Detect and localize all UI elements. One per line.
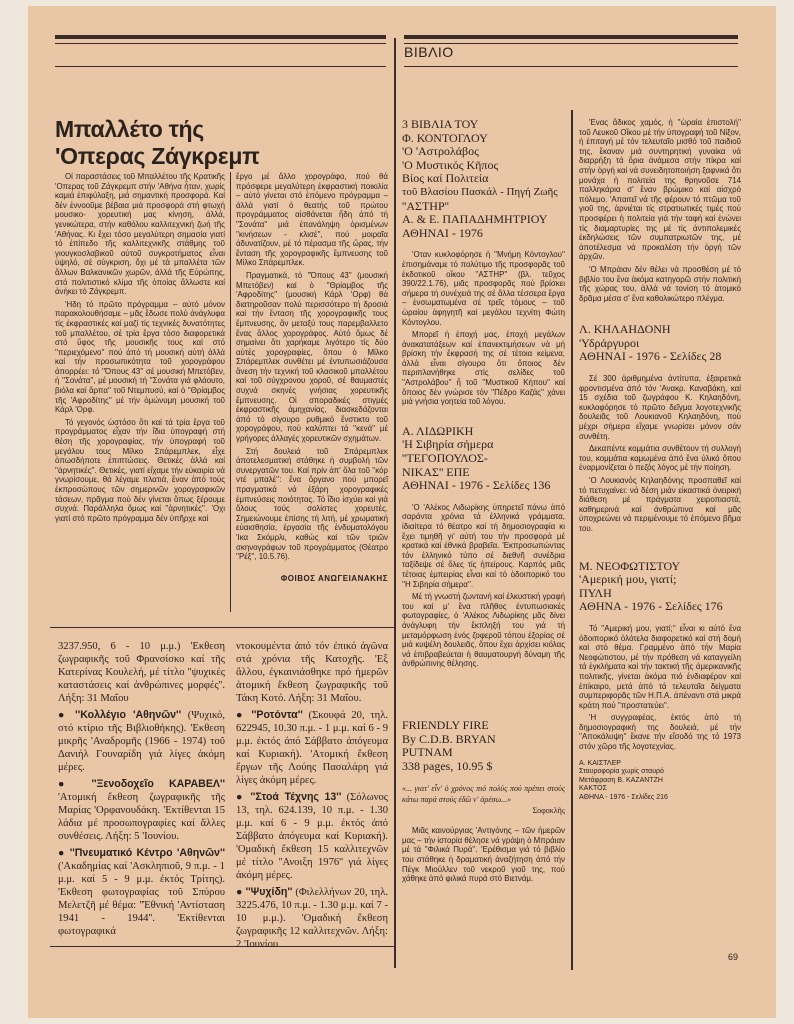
paragraph: Μπορεῖ ἡ ἐποχή μας, ἐποχή μεγάλων ἀνακατατάξεων καί ἐπανεκτιμήσεων νά μή βρίσκη τήν ἔκφρασή της σέ τέτοια κείμενα, ἀλλά εἶναι σίγουρο ὅτι ὅποιος δέν περιπλανήθηκε στίς σελίδες τοῦ ''Αστρολάβου'' ἤ τοῦ ''Μυστικοῦ Κήπου'' καί ὅποιος δέν γνώρισε τόν ''Πέδρο Καζάς'' χάνει μιά γνήσια γοητεία τοῦ λόγου.: [402, 330, 565, 407]
epigraph: «... γιατ' εἶν' ὁ χρόνος πιό πολύς πού πρέπει στούς κάτω παρά στούς ἐδῶ ν' ἀρέσω...» Σοφοκλῆς: [402, 784, 565, 816]
paragraph: Πραγματικά, τό ''Όπους 43'' (μουσική Μπετόβεν) καί ὁ ''Θρίαμβος τῆς 'Αφροδίτης'' (μουσική Κάρλ 'Ορφ) θά διατηροῦσαν πολύ περισσότερο τή δροσιά καί τήν ἔνταση τῆς χορογραφικῆς τους ἔμπνευσης, ἄν μεταξύ τους παρεμβαλλετο ἕνας ἄλλος χορογράφος. Αὐτό ὅμως δέ σημαίνει ὅτι χαρήκαμε λιγότερο τίς δύο αὐτές χορογραφίες, ὅπου ὁ Μίλκο Σπάρεμπλεκ συνθέτει μέ ἐντυπωσιάζουσα ἄνεση τήν τεχνική τοῦ κλασικοῦ μπαλλέτου καί τοῦ σύγχρονου χοροῦ, σέ θαυμαστές συχνά σκηνές γνήσιας χορευτικῆς ἔμπνευσης. Οἱ σποραδικές στιγμές ἐκφραστικῆς ἀμηχανίας, διασκεδάζονται ἀπό τό σίγουρο ρυθμικό ἔνστικτο τοῦ χορογράφου, πού καλύπτει τά ''κενά'' μέ γρήγορες ἀλλαγές χορευτικῶν σχημάτων.: [236, 270, 388, 444]
book-heading-kilaidoni: Λ. ΚΗΛΑΗΔΟΝΗ 'Υδράργυροι ΑΘΗΝΑΙ - 1976 - Σελίδες 28: [579, 322, 722, 364]
paragraph: Μέ τή γνωστή ζωντανή καί ἑλκυστική γραφή του καί μ' ἕνα πλῆθος ἐντυπωσιακές φωτογραφίες, ὁ 'Αλέκος Λιδωρίκης μᾶς δίνει ἀνάγλυφη τήν ἔκπληξή του γιά τή μεταμόρφωση ἑνός ζοφεροῦ τόπου ἐξορίας σέ μιά κυψέλη δουλειᾶς, ὅπου ἔχει ἀρχίσει κιόλας νά ἐπιβραβεύεται ἡ θαυματουργή δύναμη τῆς ἀνθρώπινης θέλησης.: [402, 592, 565, 669]
paragraph: 'Ο 'Αλέκος Λιδωρίκης ὑπηρετεῖ πάνω ἀπό σαράντα χρόνια τά ἑλληνικά γράμματα, ἰδιαίτερα τό θέατρο καί τή δημοσιογραφία κι ἔχει τιμηθῆ γι' αὐτή του τήν προσφορά μέ κρατικά καί ἐθνικά βραβεῖα. 'Εκπροσωπώντας τόν ἑλληνικό τύπο σέ διεθνῆ συνέδρια ταξίδεψε σέ ὅλες τίς ἠπείρους. Καρπός μιᾶς τέτοιας ἐμπειρίας εἶναι καί τό ὁδοιπορικό του ''Η Σιβηρία σήμερα''.: [402, 502, 565, 589]
header-rule: [404, 35, 738, 39]
paragraph: 'Ενας ἄδικος χαμός, ἡ ''ὡραία ἐπιστολή'' τοῦ Λευκοῦ Οἴκου μέ τήν ὑπογραφή τοῦ Νίξον, ἡ ἐπιταγή μέ τόν τελευταῖο μισθό τοῦ παιδιοῦ της, ἔκαναν μιά συντηρητική γυναίκα νά διαρρήξη τά ὅρια ἀνάμεσα στήν πίκρα καί στήν ὀργή καί νά συνειδητοποιήση ξαφνικά ὅτι μονάχα ἡ πολιτεία της θρηνοῦσε 714 παλληκάρια σ' ἕναν βρώμικο καί αἰσχρό πόλεμο. 'Απαιτεῖ νά τῆς φέρουν τό πτῶμα τοῦ γιοῦ της, ἀρνιέται τίς στρατιωτικές τιμές πού προσφέρει ἡ πολιτεία γιά τήν ταφή καί ἑνώνει τίς διαμαρτυρίες της μέ τίς ἀντιπολεμικές ἐκδηλώσεις τῶν συμπατριωτῶν της, μέ ἀποτέλεσμα νά προκαλέση τήν ὀργή τῶν ἀρχῶν.: [579, 118, 741, 262]
book-heading-kontoglou: 3 ΒΙΒΛΙΑ ΤΟΥ Φ. ΚΟΝΤΟΓΛΟΥ 'Ο 'Αστρολάβος 'Ο Μυστικός Κῆπος Βίος καί Πολιτεία τοῦ Βλασίου Πασκάλ - Πηγή Ζωῆς ''ΑΣΤΗΡ'' Α. & Ε. ΠΑΠΑΔΗΜΗΤΡΙΟΥ ΑΘΗΝΑΙ - 1976: [402, 117, 558, 240]
paragraph: Οί παραστάσεις τοῦ Μπαλλέτου τῆς Κρατικῆς 'Οπερας τοῦ Ζάγκρεμπ στήν 'Αθήνα ἦταν, χωρίς καμιά ἐπιφύλαξη, μιά σημαντική προσφορά. Καί δέν ἐννοοῦμε βέβαια μιά προσφορά στή φτωχή μουσικο- χορευτική μας κίνηση, ἀλλά, γενικώτερα, στήν καθόλου καλλιτεχνική ζωή τῆς 'Αθήνας. Κι ἔχει τόσο μεγαλύτερη σημασία γιατί τό ἐπίπεδο τῆς καλλιτεχνικῆς στάθμης τοῦ γιουγκοσλαβικοῦ αὐτοῦ συγκροτήματος εἶναι ὑψηλό, σέ σύγκριση, ὄχι μέ τά μπαλλέτα τῶν ἄλλων Βαλκανικῶν χωρῶν, ἀλλά τῆς Εὐρώπης, στό πολιτιστικό κλίμα τῆς ὁποίας ἄλλωστε καί ἀνήκει τό Ζάγκρεμπ.: [55, 172, 225, 297]
paragraph: 'Ο Μπράιαν δέν θέλει νά προσθέση μέ τό βιβλίο του ἕνα ἀκόμα κατηγορῶ στήν πολιτική τῆς χώρας του, ἀλλά νά τονίση τό ἀτομικό δρᾶμα μέσα σ' ἕνα καθολικώτερο πλέγμα.: [579, 264, 741, 303]
article-headline: [55, 116, 259, 170]
headline-line: Μπαλλέτο τής: [55, 116, 204, 142]
paragraph: Τό γεγονός ὡστόσο ὅτι καί τά τρία ἔργα τοῦ προγράμματος εἶχαν τήν ἴδια ὑπογραφή στή θέση τῆς χορογραφίας, τήν ὑπογραφή τοῦ μεγάλου τους Μίλκο Σπάρεμπλεκ, εἶχε ὁπωσδήποτε ἐπιπτώσεις. Θετικές ἀλλά καί ''ἀρνητικές''. Θετικές, γιατί εἴχαμε τήν εὐκαιρία νά γνωρίσουμε, θά λέγαμε πλατιά, ἕναν ἀπό τούς ἐκπροσώπους τῶν σημερινῶν χορογραφικῶν τάσεων, πρᾶγμα πού δέν γίνεται ὅπως ξέρουμε συχνά. Παράλληλα ὅμως καί ''ἀρνητικές''. 'Οχι γιατί στό πρῶτο πρόγραμμα δέν ὑπῆρχε καί: [55, 417, 225, 523]
header-rule: [55, 43, 386, 44]
exhibitions-column-1: [58, 640, 225, 942]
exhibition-entry: ● ''Κολλέγιο 'Αθηνῶν'' (Ψυχικό, στό κτίριο τῆς Βιβλιοθήκης). 'Εκθεση μικρῆς 'Αναδρομῆς (1966 - 1974) τοῦ Δανιήλ Γουναρίδη γιά λίγες ἀκόμη μέρες.: [58, 709, 225, 773]
book-heading-friendly-fire: FRIENDLY FIRE By C.D.B. BRYAN PUTNAM 338 pages, 10.95 $: [402, 717, 496, 773]
header-rule: [404, 66, 738, 67]
article-column-1: [55, 172, 225, 526]
header-rule: [55, 35, 386, 39]
exhibition-entry: ● ''Στοά Τέχνης 13'' (Σόλωνος 13, τηλ. 624.139, 10 π.μ. - 1.30 μ.μ. καί 6 - 9 μ.μ. ἐκτός ἀπό Σάββατο ἀπόγευμα καί Κυριακή). 'Ομαδική ἔκθεση 15 καλλιτεχνῶν μέ τίτλο ''Ανοιξη 1976'' γιά λίγες ἀκόμη μέρες.: [236, 791, 388, 881]
article-author: ΦΟΙΒΟΣ ΑΝΩΓΕΙΑΝΑΚΗΣ: [280, 573, 388, 583]
book-credit-koestler: Α. ΚΑΙΣΤΛΕΡ Σταυροφορία χωρίς σταυρό Μετάφραση Β. ΚΑΖΑΝΤΖΗ ΚΑΚΤΟΣ ΑΘΗΝΑ - 1976 - Σελίδες 216: [579, 759, 668, 802]
paragraph: Τό ''Αμερική μου, γιατί;'' εἶναι κι αὐτό ἕνα ὁδοιπορικό ὁλότελα διαφορετικό καί στή δομή καί στό θέμα. Γραμμένο ἀπό τήν Μαρία Νεοφώτιστου, μέ τήν πρόθεση νά καταγγείλη τά ἐγκλήματα καί τήν τακτική τῆς ἀμερικανικῆς πολιτικῆς, γίνεται ἀκόμα πιό ἐνδιαφέρον καί ἐπίκαιρο, μετά ἀπό τά τελευταῖα δείγματα συμπεριφορᾶς τῶν Η.Π.Α. ἀπέναντι στά μικρά κράτη πού ''προστατεύει''.: [579, 623, 741, 710]
paragraph: Στή δουλειά τοῦ Σπάρεμπλεκ ἀποτελεσματική στάθηκε ἡ συμβολή τῶν συνεργατῶν του. Καί πρίν ἀπ' ὅλα τοῦ ''κόρ ντέ μπαλέ'': ἕνα ὄργανο πού μπορεῖ πραγματικά νά ἐξάρη χορογραφικές ἐμπνεύσεις ποιότητας. Τό ἴδιο ἰσχύει καί γιά ὅλους τούς σολίστες χορευτές. Σημειώνουμε ἐπίσης τή λιτή, μέ χρωματική εὐαισθησία, ἐργασία τῆς ἐνδυματολόγου 'Ικα Σκόμρλι, καθώς καί τῶν τριῶν σκηνογράφων τοῦ προγράμματος (Θέατρο ''Ρέξ'', 10.5.76).: [236, 446, 388, 562]
paragraph: 'Η συγγραφέας, ἐκτός ἀπό τή δημοσιογραφική της δουλειά, μέ τήν ''Αποκάλυψη'' ἔκανε τήν εἴσοδό της τό 1973 στόν χῶρο τῆς λογοτεχνίας.: [579, 713, 741, 752]
exhibition-entry: ντοκουμέντα ἀπό τόν ἐπικό ἀγῶνα στά χρόνια τῆς Κατοχῆς. 'Εξ ἄλλου, ἐγκαινιάσθηκε πρό ἡμερῶν ἀτομική ἔκθεση ζωγραφικῆς τοῦ Τάκη Κοτό. Λήξη: 31 Μαΐου.: [236, 641, 388, 704]
books-column-2: [579, 118, 741, 803]
book-heading-neofotistou: Μ. ΝΕΟΦΩΤΙΣΤΟΥ 'Αμερική μου, γιατί; ΠΥΛΗ ΑΘΗΝΑ - 1976 - Σελίδες 176: [579, 558, 723, 614]
page-number: 69: [728, 952, 739, 962]
epigraph-author: Σοφοκλῆς: [532, 806, 565, 816]
headline-line: 'Οπερας Ζάγκρεμπ: [55, 143, 260, 169]
column-divider: [230, 172, 231, 612]
header-rule: [55, 66, 386, 67]
books-column-1: [402, 118, 565, 887]
paragraph: Σέ 300 ἀριθμημένα ἀντίτυπα, ἐξαιρετικά φροντισμένα ἀπό τόν 'Ανακρ. Καναβάκη, καί 15 σχέδια τοῦ ζωγράφου Κ. Κηλαηδόνη, κυκλοφόρησε τό πρῶτο δεῖγμα λογοτεχνικῆς δουλειᾶς τοῦ Λουκιανοῦ Κηλαηδόνη, πού μέχρι σήμερα εἴχαμε γνωρίσει μόνον σάν συνθέτη.: [579, 374, 741, 441]
article-column-2: [236, 172, 388, 583]
exhibition-entry: ● ''Ψυχίδη'' (Φιλελλήνων 20, τηλ. 3225.476, 10 π.μ. - 1.30 μ.μ. καί 7 - 10 μ.μ.). 'Ομαδική ἔκθεση ζωγραφικῆς 12 καλλιτεχνῶν. Λήξη: 2 'Ιουνίου: [236, 886, 388, 950]
header-rule: [404, 43, 738, 44]
column-divider: [571, 110, 573, 970]
paragraph: 'Ο Λουκιανός Κηλαηδόνης προσπαθεῖ καί τό πετυχαίνει: νά δέση μιάν εἰκαστικά ὀνειρική διάθεση μέ πράγματα χειροπιαστά, καθημερινά καί ἀνθρώπινα καί μᾶς ὑποχρεώνει νά περιμένουμε τό ἑπόμενο βῆμα του.: [579, 476, 741, 533]
paragraph: 'Οταν κυκλοφόρησε ἡ ''Μνήμη Κόντογλου'' ἐπισημάναμε τό πολύτιμο τῆς προσφορᾶς τοῦ ἐκδοτικοῦ οἴκου ''ΑΣΤΗΡ'' (βλ. τεῦχος 390/22.1.76), μιᾶς προσφορᾶς πού βρίσκει σήμερα τή συνέχειά της σέ ἄλλα τέσσερα ἔργα – ἐνσωματωμένα σέ τρεῖς τόμους – τοῦ ὡραίου ἀφηγητῆ καί μεγάλου τεχνίτη Φώτη Κόντογλου.: [402, 250, 565, 327]
paragraph: 'Ηδη τό πρῶτο πρόγραμμα – αὐτό μόνον παρακολουθήσαμε – μᾶς ἔδωσε πολύ ἀνάγλυφα τίς ἐκφραστικές καί μαζί τίς τεχνικές δυνατότητες τοῦ μπαλλέτου, σέ τρία ἔργα τόσο διαφορετικά στό ὕφος τῆς μουσικῆς τους καί στό ''περιεχόμενο'' πού ἀπό τή μουσική αὐτή ἀλλά καί τήν προσωπικότητα τοῦ χορογράφου ἀπορρέει: τό ''Όπους 43'' σέ μουσική Μπετόβεν, ἡ ''Σονάτα'', μέ μουσική τή ''Σονάτα γιά φλάουτο, βιόλα καί ἅρπα'' τοῦ Ντεμπυσύ, καί ὁ ''Θρίαμβος τῆς 'Αφροδίτης'' μέ τήν ὁμώνυμη μουσική τοῦ Κάρλ 'Ορφ.: [55, 299, 225, 415]
exhibition-entry: 3237.950, 6 - 10 μ.μ.) 'Εκθεση ζωγραφικῆς τοῦ Φρανσίσκο καί τῆς Κατερίνας Κουλελή, μέ τίτλο ''ψυχικές καταστάσεις καί ἀνθρώπινες μορφές''. Λήξη: 31 Μαΐου: [58, 641, 225, 704]
exhibition-entry: ● ''Πνευματικό Κέντρο 'Αθηνῶν'' ('Ακαδημίας καί 'Ασκληπιοῦ, 9 π.μ. - 1 μ.μ. καί 5 - 9 μ.μ. ἐκτός Τρίτης). 'Εκθεση φωτογραφίας τοῦ Σπύρου Μελετζῆ μέ θέμα: ''Έθνική 'Αντίσταση 1941 - 1944''. 'Εκτίθενται φωτογραφικά: [58, 847, 225, 937]
exhibition-entry: ● ''Ροτόντα'' (Σκουφά 20, τηλ. 622945, 10.30 π.μ. - 1 μ.μ. καί 6 - 9 μ.μ. ἐκτός ἀπό Σάββατο ἀπόγευμα καί Κυριακή). 'Ατομική ἔκθεση ἔργων τῆς Λούης Πασαλάρη γιά λίγες ἀκόμη μέρες.: [236, 709, 388, 786]
paragraph: Δεκαπέντε κομμάτια συνθέτουν τή συλλογή του, κομμάτια καμωμένα ἀπό ἕνα ὑλικό ὅπου ἐναρμονίζεται ὁ πεζός λόγος μέ τήν ποίηση.: [579, 444, 741, 473]
section-title: ΒΙΒΛΙΟ: [404, 44, 454, 60]
paragraph: ἔργο μέ ἄλλο χορογράφο, πού θά πρόσφερε μεγαλύτερη ἐκφραστική ποικιλία – αὐτό γίνεται στό ἑπόμενο πρόγραμμα – ἀλλά γιατί ὁ θεατής τοῦ πρώτου προγράμματος αἰσθάνεται ἤδη ἀπό τή ''Σονάτα'' μιά ἐπανάληψη ὁρισμένων ''κινήσεων - κλισέ'', πού μοιραῖα ἀδυνατίζουν, μέ τό πέρασμα τῆς ὥρας, τήν ἔνταση τῆς χορογραφικῆς ἔμπνευσης τοῦ Μίλκο Σπάρεμπλεκ.: [236, 172, 388, 268]
paragraph: Μιᾶς καινούργιας 'Αντιγόνης – τῶν ἡμερῶν μας – τήν ἱστορία θέλησε νά γράψη ὁ Μπράιαν μέ τά ''Φιλικά Πυρά''. 'Ερέθισμα γιά τό βιβλίο του στάθηκε ἡ δραματική ἀναζήτηση ἀπό τήν Πέγκ Μιούλλεν τοῦ νεκροῦ γιοῦ της, πού χάθηκε ἀπό φιλικά πυρά στό Βιετνάμ.: [402, 826, 565, 884]
exhibition-entry: ● ''Ξενοδοχεῖο ΚΑΡΑΒΕΛ'' 'Ατομική ἔκθεση ζωγραφικῆς τῆς Μαρίας 'Ορφανουδάκη. 'Εκτίθενται 15 λάδια μέ προσωπογραφίες καί ἄλλες συνθέσεις. Λήξη: 5 'Ιουνίου.: [58, 778, 225, 842]
book-heading-lidoriki: Α. ΛΙΔΩΡΙΚΗ 'Η Σιβηρία σήμερα ''ΤΕΓΟΠΟΥΛΟΣ- ΝΙΚΑΣ'' ΕΠΕ ΑΘΗΝΑΙ - 1976 - Σελίδες 136: [402, 423, 551, 493]
exhibitions-column-2: [236, 640, 388, 955]
